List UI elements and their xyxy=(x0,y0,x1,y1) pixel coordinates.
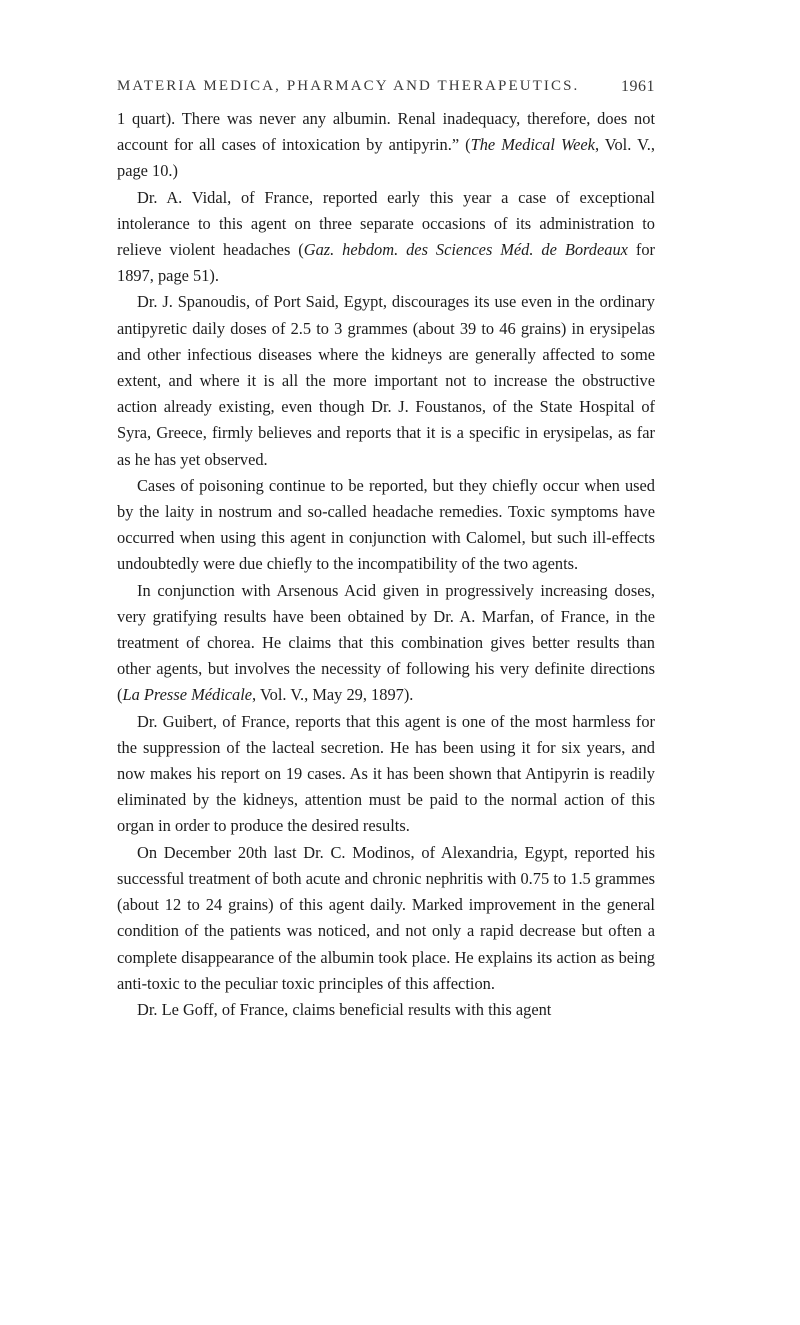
paragraph: Dr. Guibert, of France, reports that this agent is one of the most harmless for the suppression of the lacteal secretion. He has been using it for six years, and now makes his report on 19 cases. As it has been shown that Antipyrin is readily eliminated by the kidneys, attention must be paid to the normal action of this organ in order to produce the desired results. xyxy=(117,711,655,836)
paragraph: Cases of poisoning continue to be reported, but they chiefly occur when used by the laity in nostrum and so-called headache remedies. Toxic symptoms have occurred when using this agent in conjunction with Calomel, but such ill-effects undoubtedly were due chiefly to the incompatibility of the two agents. xyxy=(117,475,655,574)
paragraph-text: Dr. A. Vidal, of France, reported early this year a case of exceptional intolerance to this agent on three separate occasions of its administration to relieve violent headaches ( xyxy=(117,187,655,260)
running-title: MATERIA MEDICA, PHARMACY AND THERAPEUTICS. xyxy=(117,78,580,94)
document-page xyxy=(117,78,655,1023)
citation: Gaz. hebdom. des Sciences Méd. de Bordeaux xyxy=(303,240,628,260)
page-number: 1961 xyxy=(621,78,655,95)
paragraph-text: 1 quart). There was never any albumin. Renal inadequacy, therefore, does not account for all cases of intoxication by antipyrin.” ( xyxy=(117,109,655,155)
paragraph-text: for 1897, page 51). xyxy=(117,240,656,286)
paragraph-text: , Vol. V., May 29, 1897). xyxy=(252,685,414,705)
paragraph xyxy=(117,578,655,709)
paragraph: Dr. Le Goff, of France, claims beneficial results with this agent xyxy=(137,999,552,1019)
paragraph: On December 20th last Dr. C. Modinos, of Alexandria, Egypt, reported his successful treatment of both acute and chronic nephritis with 0.75 to 1.5 grammes (about 12 to 24 grains) of this agent daily. Marked improvement in the general condition of the patients was noticed, and not only a rapid decrease but often a complete disappearance of the albumin took place. He explains its action as being anti-toxic to the peculiar toxic principles of this affection. xyxy=(117,842,655,993)
running-head xyxy=(117,78,655,106)
body-text xyxy=(117,106,655,1023)
citation: La Presse Médicale xyxy=(122,685,253,705)
paragraph xyxy=(117,185,655,290)
citation: The Medical Week xyxy=(470,135,595,155)
paragraph-text: In conjunction with Arsenous Acid given in progressively increasing doses, very gratifying results have been obtained by Dr. A. Marfan, of France, in the treatment of chorea. He claims that this combination gives better results than other agents, but involves the necessity of following his very definite directions ( xyxy=(117,580,655,705)
paragraph-continuation xyxy=(117,106,655,185)
paragraph: Dr. J. Spanoudis, of Port Said, Egypt, discourages its use even in the ordinary antipyretic daily doses of 2.5 to 3 grammes (about 39 to 46 grains) in erysipelas and other infectious diseases where the kidneys are generally affected to some extent, and where it is all the more important not to increase the obstructive action already existing, even though Dr. J. Foustanos, of the State Hospital of Syra, Greece, firmly believes and reports that it is a specific in erysipelas, as far as he has yet observed. xyxy=(117,292,655,469)
paragraph-text: , Vol. V., page 10.) xyxy=(117,135,655,181)
